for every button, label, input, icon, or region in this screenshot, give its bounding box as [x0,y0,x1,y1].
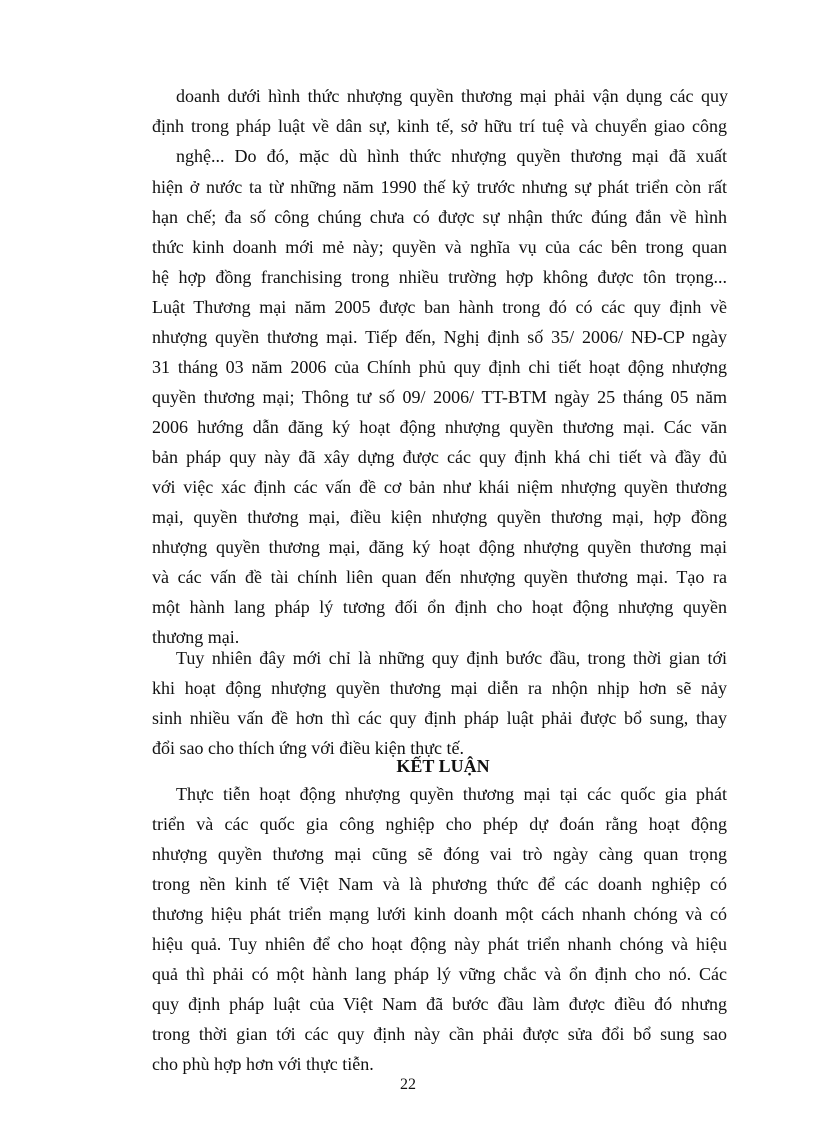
text-line: hiện ở nước ta từ những năm 1990 thế kỷ trước nhưng sự phát triển còn rất [152,177,727,197]
text-line: nghệ... Do đó, mặc dù hình thức nhượng quyền thương mại đã xuất [176,146,727,166]
text-line: doanh dưới hình thức nhượng quyền thương mại phải vận dụng các quy [176,86,728,106]
section-heading: KẾT LUẬN [396,756,490,776]
text-line: nhượng quyền thương mại cũng sẽ đóng vai trò ngày càng quan trọng [152,844,727,864]
text-line: triển và các quốc gia công nghiệp cho phép dự đoán rằng hoạt động [152,814,727,834]
page-number: 22 [400,1076,416,1093]
text-line: Luật Thương mại năm 2005 được ban hành trong đó có các quy định về [152,297,727,317]
text-line: hệ hợp đồng franchising trong nhiều trường hợp không được tôn trọng... [152,267,727,287]
text-line: định trong pháp luật về dân sự, kinh tế, sở hữu trí tuệ và chuyển giao công [152,116,727,136]
text-line: thương hiệu phát triển mạng lưới kinh doanh một cách nhanh chóng và có [152,904,727,924]
text-line: trong nền kinh tế Việt Nam và là phương thức để các doanh nghiệp có [152,874,727,894]
text-line: và các vấn đề tài chính liên quan đến nhượng quyền thương mại. Tạo ra [152,567,727,587]
text-line: thương mại. [152,627,240,647]
text-line: quy định pháp luật của Việt Nam đã bước đầu làm được điều đó nhưng [152,994,727,1014]
text-line: quyền thương mại; Thông tư số 09/ 2006/ TT-BTM ngày 25 tháng 05 năm [152,387,727,407]
text-line: Thực tiễn hoạt động nhượng quyền thương mại tại các quốc gia phát [176,784,727,804]
text-line: một hành lang pháp lý tương đối ổn định cho hoạt động nhượng quyền [152,597,727,617]
text-line: đổi sao cho thích ứng với điều kiện thực tế. [152,738,464,758]
text-line: cho phù hợp hơn với thực tiễn. [152,1054,374,1074]
text-line: Tuy nhiên đây mới chỉ là những quy định bước đầu, trong thời gian tới [176,648,727,668]
text-line: sinh nhiều vấn đề hơn thì các quy định pháp luật phải được bổ sung, thay [152,708,727,728]
text-line: quả thì phải có một hành lang pháp lý vững chắc và ổn định cho nó. Các [152,964,727,984]
text-line: với việc xác định các vấn đề cơ bản như khái niệm nhượng quyền thương [152,477,727,497]
text-line: hiệu quả. Tuy nhiên để cho hoạt động này phát triển nhanh chóng và hiệu [152,934,727,954]
text-line: trong thời gian tới các quy định này cần phải được sửa đổi bổ sung sao [152,1024,727,1044]
text-line: hạn chế; đa số công chúng chưa có được sự nhận thức đúng đắn về hình [152,207,727,227]
text-line: nhượng quyền thương mại, đăng ký hoạt động nhượng quyền thương mại [152,537,727,557]
text-line: khi hoạt động nhượng quyền thương mại diễn ra nhộn nhịp hơn sẽ nảy [152,678,727,698]
text-line: mại, quyền thương mại, điều kiện nhượng quyền thương mại, hợp đồng [152,507,727,527]
text-line: thức kinh doanh mới mẻ này; quyền và nghĩa vụ của các bên trong quan [152,237,727,257]
text-line: nhượng quyền thương mại. Tiếp đến, Nghị định số 35/ 2006/ NĐ-CP ngày [152,327,727,347]
text-line: 2006 hướng dẫn đăng ký hoạt động nhượng quyền thương mại. Các văn [152,417,727,437]
text-line: 31 tháng 03 năm 2006 của Chính phủ quy định chi tiết hoạt động nhượng [152,357,727,377]
text-line: bản pháp quy này đã xây dựng được các quy định khá chi tiết và đầy đủ [152,447,727,467]
